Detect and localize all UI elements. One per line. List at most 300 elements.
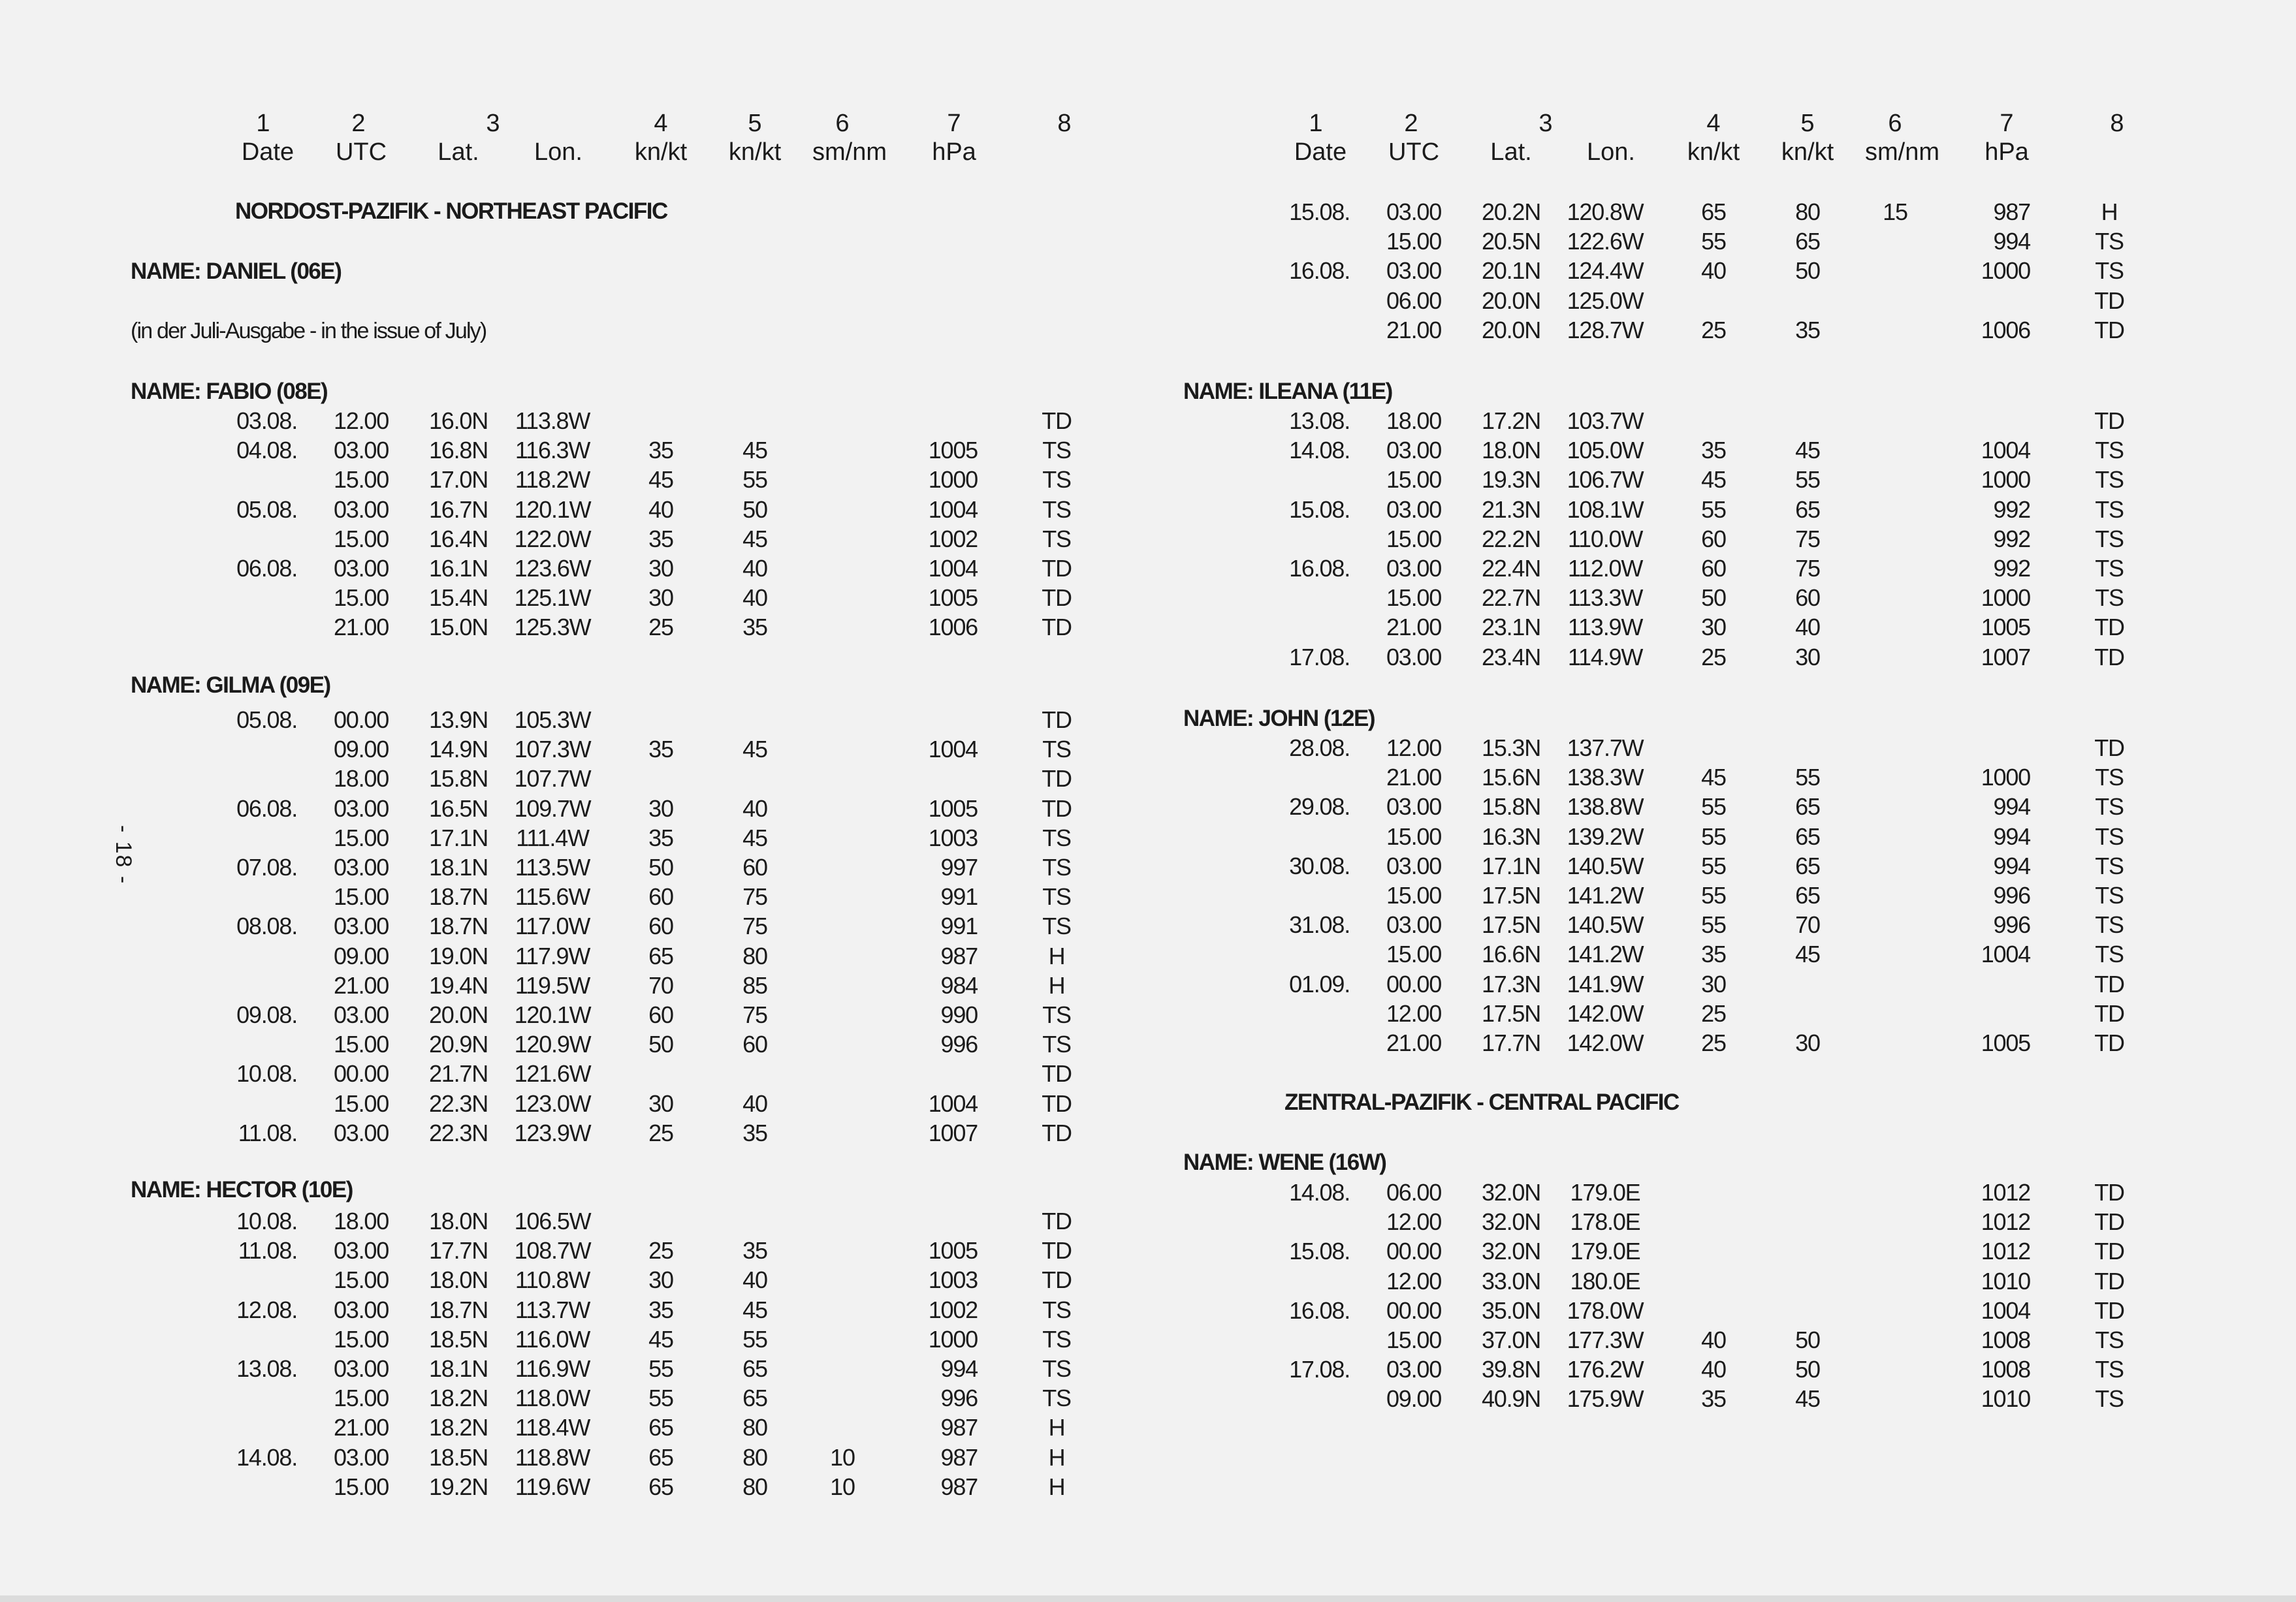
- cell-classification: TS: [1042, 1031, 1071, 1058]
- cell-classification: TD: [2094, 1238, 2124, 1265]
- cell-date: 30.08.: [1289, 852, 1350, 879]
- cell-lon: 120.8W: [1567, 198, 1644, 225]
- cell-lat: 17.1N: [428, 824, 488, 851]
- cell-pressure-hpa: 1005: [928, 1237, 978, 1264]
- cell-date: 10.08.: [236, 1060, 297, 1088]
- cell-pressure-hpa: 1005: [928, 794, 978, 822]
- cell-utc: 03.00: [333, 555, 389, 582]
- cell-lat: 17.7N: [428, 1237, 488, 1264]
- column-label: hPa: [932, 138, 976, 166]
- cell-wind-kn-2: 45: [742, 736, 767, 763]
- cell-lat: 18.1N: [428, 854, 488, 881]
- cell-date: 14.08.: [1289, 1179, 1350, 1206]
- cell-pressure-hpa: 991: [940, 883, 978, 911]
- cell-pressure-hpa: 1004: [1981, 941, 2030, 968]
- cell-date: 17.08.: [1289, 643, 1350, 670]
- cell-classification: TS: [1042, 1001, 1071, 1028]
- cell-pressure-hpa: 1004: [928, 1090, 978, 1117]
- cell-pressure-hpa: 996: [1993, 911, 2030, 939]
- cell-date: 06.08.: [236, 555, 297, 582]
- cell-date: 15.08.: [1289, 198, 1350, 225]
- cell-classification: TD: [2094, 614, 2124, 641]
- cell-utc: 12.00: [333, 407, 389, 434]
- cell-wind-kn-1: 55: [1701, 852, 1726, 879]
- cell-wind-kn-2: 80: [742, 1443, 767, 1471]
- cell-pressure-hpa: 1010: [1981, 1385, 2030, 1413]
- cell-pressure-hpa: 1008: [1981, 1327, 2030, 1353]
- cell-wind-kn-2: 65: [1795, 793, 1820, 821]
- cell-lon: 107.3W: [514, 736, 591, 763]
- cell-lon: 125.0W: [1567, 287, 1644, 314]
- column-number: 2: [351, 110, 366, 137]
- cell-classification: TS: [2095, 882, 2124, 909]
- cell-wind-kn-1: 25: [648, 1119, 673, 1146]
- cell-wind-kn-2: 75: [1795, 525, 1820, 552]
- cell-lat: 16.1N: [428, 555, 488, 582]
- cell-classification: TS: [2095, 437, 2124, 464]
- cell-radius-nm: 15: [1883, 198, 1907, 225]
- cell-wind-kn-1: 35: [648, 1296, 673, 1323]
- cell-classification: TD: [1042, 614, 1072, 641]
- cell-pressure-hpa: 1012: [1981, 1179, 2030, 1206]
- cell-utc: 12.00: [1386, 1208, 1442, 1236]
- cell-classification: TD: [1042, 794, 1072, 822]
- cell-pressure-hpa: 1004: [1981, 437, 2030, 464]
- cell-pressure-hpa: 1005: [1981, 1029, 2030, 1056]
- cell-lon: 121.6W: [514, 1060, 591, 1088]
- cell-classification: TS: [2095, 1356, 2124, 1383]
- cell-date: 10.08.: [236, 1208, 297, 1234]
- cell-classification: H: [1048, 971, 1065, 999]
- cell-lon: 111.4W: [516, 824, 589, 851]
- column-number: 2: [1404, 110, 1418, 137]
- cell-pressure-hpa: 987: [940, 942, 978, 969]
- cell-lon: 180.0E: [1570, 1267, 1640, 1295]
- cell-date: 14.08.: [1289, 437, 1350, 464]
- cell-classification: TS: [1042, 495, 1071, 523]
- cell-utc: 03.00: [333, 794, 389, 822]
- cell-wind-kn-2: 35: [742, 1119, 767, 1146]
- cell-lon: 123.9W: [514, 1119, 591, 1146]
- column-number: 5: [1800, 110, 1815, 137]
- cell-utc: 03.00: [1386, 911, 1442, 939]
- cell-pressure-hpa: 990: [940, 1001, 978, 1028]
- cell-wind-kn-2: 40: [742, 794, 767, 822]
- cell-utc: 21.00: [1386, 1029, 1442, 1056]
- cell-wind-kn-2: 45: [742, 824, 767, 851]
- cell-date: 16.08.: [1289, 1296, 1350, 1324]
- cell-wind-kn-2: 45: [1795, 437, 1820, 464]
- cell-lat: 22.3N: [428, 1090, 488, 1117]
- cell-pressure-hpa: 1000: [1981, 764, 2030, 791]
- cell-utc: 18.00: [333, 1208, 389, 1234]
- cell-wind-kn-1: 65: [648, 1414, 673, 1441]
- cell-wind-kn-1: 25: [648, 614, 673, 641]
- cell-lat: 37.0N: [1481, 1327, 1541, 1353]
- cell-classification: TD: [1042, 1090, 1072, 1117]
- cell-utc: 15.00: [1386, 525, 1442, 552]
- cell-classification: TD: [2094, 1179, 2124, 1206]
- cell-pressure-hpa: 996: [940, 1385, 978, 1412]
- cell-pressure-hpa: 1000: [928, 466, 978, 494]
- cell-pressure-hpa: 1003: [928, 824, 978, 851]
- cell-classification: H: [1048, 1414, 1065, 1441]
- cell-wind-kn-1: 35: [1701, 1385, 1726, 1413]
- cell-wind-kn-2: 45: [742, 437, 767, 464]
- cell-lat: 17.3N: [1481, 970, 1541, 997]
- cell-lat: 20.9N: [428, 1031, 488, 1058]
- cell-lon: 120.9W: [514, 1031, 591, 1058]
- cell-lon: 106.5W: [514, 1208, 591, 1234]
- cell-pressure-hpa: 1012: [1981, 1208, 2030, 1236]
- right-column: [1053, 0, 2124, 1595]
- cell-wind-kn-1: 55: [1701, 228, 1726, 255]
- cell-wind-kn-2: 55: [742, 1325, 767, 1353]
- cell-wind-kn-2: 65: [1795, 823, 1820, 850]
- cell-wind-kn-1: 45: [648, 466, 673, 494]
- cell-wind-kn-2: 55: [1795, 764, 1820, 791]
- cell-lon: 138.8W: [1567, 793, 1644, 821]
- cell-wind-kn-2: 40: [742, 555, 767, 582]
- cell-date: 13.08.: [1289, 407, 1350, 434]
- cell-utc: 15.00: [333, 1090, 389, 1117]
- cell-radius-nm: 10: [830, 1443, 855, 1471]
- cell-lon: 117.0W: [515, 913, 590, 940]
- cell-pressure-hpa: 984: [940, 971, 978, 999]
- cell-utc: 03.00: [333, 437, 389, 464]
- column-number: 7: [2000, 110, 2014, 137]
- cell-pressure-hpa: 1010: [1981, 1267, 2030, 1295]
- cell-lon: 178.0E: [1570, 1208, 1640, 1236]
- cell-wind-kn-2: 60: [1795, 584, 1820, 612]
- cell-pressure-hpa: 994: [940, 1355, 978, 1382]
- cell-wind-kn-2: 50: [1795, 1327, 1820, 1353]
- cell-pressure-hpa: 996: [1993, 882, 2030, 909]
- cell-lon: 175.9W: [1567, 1385, 1644, 1413]
- cell-wind-kn-2: 45: [1795, 1385, 1820, 1413]
- cell-pressure-hpa: 1000: [1981, 257, 2030, 285]
- cell-utc: 03.00: [333, 1237, 389, 1264]
- cell-utc: 03.00: [1386, 555, 1442, 582]
- cell-lat: 35.0N: [1481, 1296, 1541, 1324]
- cell-utc: 15.00: [333, 466, 389, 494]
- cell-lat: 15.0N: [428, 614, 488, 641]
- cell-lat: 22.4N: [1481, 555, 1541, 582]
- cell-wind-kn-2: 80: [742, 942, 767, 969]
- cell-date: 15.08.: [1289, 495, 1350, 523]
- column-label: Lon.: [1587, 138, 1635, 166]
- cell-classification: TS: [1042, 466, 1071, 494]
- column-label: kn/kt: [634, 138, 688, 166]
- column-label: kn/kt: [1781, 138, 1834, 166]
- cell-lat: 15.8N: [1481, 793, 1541, 821]
- cell-lon: 179.0E: [1570, 1179, 1640, 1206]
- cell-lon: 118.4W: [515, 1414, 590, 1441]
- cell-date: 06.08.: [236, 794, 297, 822]
- cell-wind-kn-1: 40: [648, 495, 673, 523]
- cell-wind-kn-1: 55: [1701, 882, 1726, 909]
- cell-wind-kn-2: 75: [1795, 555, 1820, 582]
- cell-date: 09.08.: [236, 1001, 297, 1028]
- cell-classification: TD: [1042, 706, 1072, 733]
- cell-wind-kn-1: 35: [1701, 437, 1726, 464]
- storm-name-heading: NAME: ILEANA (11E): [1183, 379, 1392, 404]
- cell-classification: TS: [2095, 823, 2124, 850]
- cell-utc: 15.00: [333, 525, 389, 552]
- cell-wind-kn-2: 60: [742, 854, 767, 881]
- column-number: 3: [1539, 110, 1553, 137]
- cell-wind-kn-1: 55: [648, 1355, 673, 1382]
- cell-wind-kn-1: 65: [648, 1443, 673, 1471]
- cell-classification: TS: [1042, 1296, 1071, 1323]
- cell-pressure-hpa: 987: [1993, 198, 2030, 225]
- cell-lon: 103.7W: [1567, 407, 1644, 434]
- column-label: sm/nm: [812, 138, 887, 166]
- cell-utc: 15.00: [333, 1385, 389, 1412]
- cell-utc: 15.00: [1386, 584, 1442, 612]
- cell-wind-kn-1: 40: [1701, 257, 1726, 285]
- cell-wind-kn-2: 75: [742, 913, 767, 940]
- cell-utc: 09.00: [1386, 1385, 1442, 1413]
- cell-lat: 18.5N: [428, 1443, 488, 1471]
- cell-wind-kn-1: 65: [648, 1473, 673, 1500]
- cell-utc: 03.00: [333, 1355, 389, 1382]
- cell-wind-kn-2: 30: [1795, 643, 1820, 670]
- cell-classification: TS: [2095, 584, 2124, 612]
- cell-lon: 123.0W: [514, 1090, 591, 1117]
- storm-name-heading: NAME: HECTOR (10E): [131, 1177, 353, 1202]
- cell-classification: TD: [2094, 999, 2124, 1027]
- cell-lon: 118.2W: [515, 466, 590, 494]
- cell-utc: 09.00: [333, 736, 389, 763]
- cell-classification: TS: [2095, 555, 2124, 582]
- storm-name-heading: NAME: WENE (16W): [1183, 1150, 1386, 1175]
- cell-lon: 105.3W: [514, 706, 591, 733]
- cell-classification: TD: [1042, 1060, 1072, 1088]
- cell-pressure-hpa: 1007: [928, 1119, 978, 1146]
- cell-classification: TS: [1042, 525, 1071, 552]
- cell-lon: 178.0W: [1567, 1296, 1644, 1324]
- cell-utc: 21.00: [333, 971, 389, 999]
- cell-wind-kn-2: 55: [1795, 466, 1820, 494]
- cell-pressure-hpa: 1000: [1981, 584, 2030, 612]
- cell-lat: 18.2N: [428, 1385, 488, 1412]
- cell-lon: 123.6W: [514, 555, 591, 582]
- cell-classification: TS: [2095, 1327, 2124, 1353]
- cell-wind-kn-1: 45: [1701, 466, 1726, 494]
- cell-classification: TD: [1042, 1266, 1072, 1294]
- cell-lat: 17.0N: [428, 466, 488, 494]
- cell-classification: TD: [2094, 1208, 2124, 1236]
- cell-lon: 116.9W: [515, 1355, 590, 1382]
- cell-wind-kn-1: 30: [648, 555, 673, 582]
- cell-classification: TS: [2095, 1385, 2124, 1413]
- cell-classification: TD: [1042, 1119, 1072, 1146]
- cell-wind-kn-2: 40: [742, 584, 767, 612]
- cell-utc: 15.00: [1386, 228, 1442, 255]
- cell-classification: TD: [2094, 1267, 2124, 1295]
- cell-lat: 16.0N: [428, 407, 488, 434]
- cell-wind-kn-1: 55: [1701, 823, 1726, 850]
- cell-classification: TD: [2094, 970, 2124, 997]
- cell-classification: TD: [2094, 643, 2124, 670]
- cell-lat: 16.7N: [428, 495, 488, 523]
- cell-utc: 00.00: [1386, 1238, 1442, 1265]
- cell-classification: H: [1048, 1473, 1065, 1500]
- cell-pressure-hpa: 994: [1993, 852, 2030, 879]
- cell-wind-kn-1: 55: [1701, 911, 1726, 939]
- column-number: 1: [1309, 110, 1323, 137]
- cell-utc: 15.00: [1386, 466, 1442, 494]
- cell-wind-kn-1: 40: [1701, 1356, 1726, 1383]
- cell-wind-kn-2: 45: [1795, 941, 1820, 968]
- column-number: 6: [835, 110, 850, 137]
- cell-date: 01.09.: [1289, 970, 1350, 997]
- cell-lat: 18.0N: [428, 1266, 488, 1294]
- cell-lat: 15.4N: [428, 584, 488, 612]
- cell-utc: 21.00: [1386, 316, 1442, 343]
- cell-wind-kn-1: 55: [648, 1385, 673, 1412]
- cell-utc: 15.00: [333, 824, 389, 851]
- cell-lat: 23.4N: [1481, 643, 1541, 670]
- cell-date: 08.08.: [236, 913, 297, 940]
- cell-lat: 19.3N: [1481, 466, 1541, 494]
- column-number: 8: [1057, 110, 1072, 137]
- cell-classification: TS: [1042, 437, 1071, 464]
- column-label: Lat.: [438, 138, 479, 166]
- cell-classification: H: [2101, 198, 2118, 225]
- cell-date: 15.08.: [1289, 1238, 1350, 1265]
- cell-pressure-hpa: 1004: [928, 736, 978, 763]
- cell-lon: 110.8W: [515, 1266, 590, 1294]
- cell-lat: 20.5N: [1481, 228, 1541, 255]
- cell-lat: 32.0N: [1481, 1208, 1541, 1236]
- cell-wind-kn-2: 45: [742, 1296, 767, 1323]
- cell-lon: 108.7W: [514, 1237, 591, 1264]
- cell-lon: 142.0W: [1567, 999, 1644, 1027]
- cell-lat: 16.3N: [1481, 823, 1541, 850]
- cell-lon: 110.0W: [1567, 525, 1643, 552]
- cell-pressure-hpa: 987: [940, 1443, 978, 1471]
- cell-utc: 03.00: [1386, 437, 1442, 464]
- cell-date: 13.08.: [236, 1355, 297, 1382]
- cell-pressure-hpa: 987: [940, 1473, 978, 1500]
- region-heading: ZENTRAL-PAZIFIK - CENTRAL PACIFIC: [1284, 1090, 1679, 1115]
- cell-lon: 137.7W: [1567, 734, 1644, 761]
- cell-classification: TD: [2094, 734, 2124, 761]
- cell-lat: 39.8N: [1481, 1356, 1541, 1383]
- cell-lon: 141.2W: [1567, 882, 1644, 909]
- column-number: 3: [486, 110, 500, 137]
- cell-utc: 06.00: [1386, 287, 1442, 314]
- cell-lon: 140.5W: [1567, 911, 1644, 939]
- cell-classification: TS: [2095, 941, 2124, 968]
- cell-lat: 13.9N: [428, 706, 488, 733]
- cell-lat: 15.6N: [1481, 764, 1541, 791]
- cell-lat: 17.7N: [1481, 1029, 1541, 1056]
- cell-date: 05.08.: [236, 706, 297, 733]
- cell-wind-kn-2: 70: [1795, 911, 1820, 939]
- cell-wind-kn-2: 65: [1795, 228, 1820, 255]
- cell-wind-kn-2: 40: [742, 1090, 767, 1117]
- cell-utc: 21.00: [333, 1414, 389, 1441]
- cell-lat: 20.1N: [1481, 257, 1541, 285]
- cell-lon: 124.4W: [1567, 257, 1644, 285]
- cell-pressure-hpa: 1005: [928, 584, 978, 612]
- cell-wind-kn-2: 40: [742, 1266, 767, 1294]
- cell-classification: TS: [2095, 852, 2124, 879]
- column-number: 1: [256, 110, 270, 137]
- cell-classification: TS: [1042, 736, 1071, 763]
- column-label: Date: [241, 138, 295, 166]
- cell-date: 14.08.: [236, 1443, 297, 1471]
- cell-wind-kn-1: 35: [648, 525, 673, 552]
- cell-classification: TS: [1042, 854, 1071, 881]
- cell-utc: 15.00: [333, 1266, 389, 1294]
- cell-utc: 12.00: [1386, 999, 1442, 1027]
- cell-pressure-hpa: 1004: [928, 495, 978, 523]
- cell-utc: 15.00: [1386, 1327, 1442, 1353]
- cell-radius-nm: 10: [830, 1473, 855, 1500]
- cell-utc: 03.00: [333, 1296, 389, 1323]
- cell-pressure-hpa: 997: [940, 854, 978, 881]
- cell-wind-kn-2: 60: [742, 1031, 767, 1058]
- cell-utc: 09.00: [333, 942, 389, 969]
- cell-lat: 22.7N: [1481, 584, 1541, 612]
- cell-lon: 120.1W: [514, 495, 591, 523]
- cell-pressure-hpa: 1006: [928, 614, 978, 641]
- cell-wind-kn-1: 30: [648, 584, 673, 612]
- cell-classification: TS: [2095, 466, 2124, 494]
- cell-pressure-hpa: 992: [1993, 555, 2030, 582]
- cell-lat: 33.0N: [1481, 1267, 1541, 1295]
- cell-utc: 15.00: [333, 584, 389, 612]
- cell-lon: 108.1W: [1567, 495, 1644, 523]
- cell-classification: TD: [1042, 1237, 1072, 1264]
- cell-pressure-hpa: 1008: [1981, 1356, 2030, 1383]
- cell-lat: 19.2N: [428, 1473, 488, 1500]
- cell-lat: 20.0N: [1481, 316, 1541, 343]
- cell-wind-kn-1: 35: [1701, 941, 1726, 968]
- cell-utc: 12.00: [1386, 1267, 1442, 1295]
- cell-lon: 116.0W: [515, 1325, 590, 1353]
- column-number: 5: [748, 110, 762, 137]
- cell-wind-kn-1: 50: [648, 854, 673, 881]
- column-label: Date: [1294, 138, 1347, 166]
- cell-wind-kn-1: 60: [1701, 525, 1726, 552]
- column-number: 6: [1888, 110, 1902, 137]
- cell-wind-kn-1: 45: [1701, 764, 1726, 791]
- cell-lon: 140.5W: [1567, 852, 1644, 879]
- cell-lat: 15.3N: [1481, 734, 1541, 761]
- cell-utc: 03.00: [333, 854, 389, 881]
- column-label: kn/kt: [728, 138, 782, 166]
- cell-wind-kn-1: 60: [648, 883, 673, 911]
- cell-lon: 176.2W: [1567, 1356, 1644, 1383]
- cell-classification: TS: [1042, 1355, 1071, 1382]
- cell-classification: H: [1048, 1443, 1065, 1471]
- column-label: sm/nm: [1865, 138, 1939, 166]
- cell-wind-kn-1: 60: [648, 913, 673, 940]
- cell-lat: 17.2N: [1481, 407, 1541, 434]
- cell-wind-kn-2: 65: [742, 1385, 767, 1412]
- cell-classification: TD: [2094, 316, 2124, 343]
- page-number: - 18 -: [111, 825, 136, 885]
- cell-lat: 32.0N: [1481, 1179, 1541, 1206]
- cell-lat: 20.2N: [1481, 198, 1541, 225]
- cell-wind-kn-2: 75: [742, 883, 767, 911]
- cell-date: 28.08.: [1289, 734, 1350, 761]
